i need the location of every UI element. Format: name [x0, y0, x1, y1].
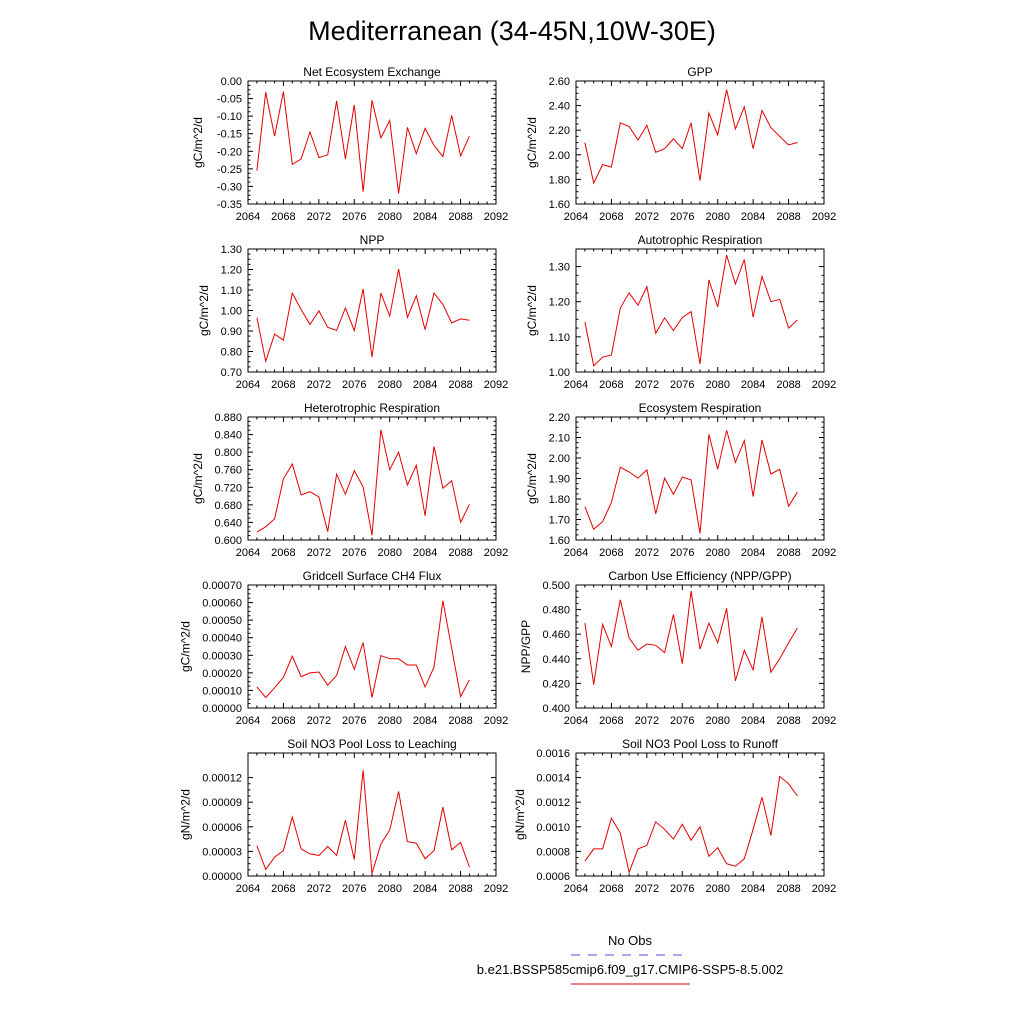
y-tick-label: 0.600 [214, 535, 242, 547]
plot-frame [576, 417, 824, 540]
chart-panel [179, 737, 509, 895]
x-tick-label: 2084 [412, 547, 438, 559]
y-tick-label: 0.460 [542, 629, 570, 642]
chart-panel [513, 737, 836, 895]
x-tick-label: 2068 [271, 883, 296, 895]
legend [477, 933, 783, 984]
x-tick-label: 2068 [599, 379, 624, 391]
chart-panel [191, 65, 508, 223]
x-tick-label: 2092 [811, 211, 837, 223]
chart-panel [525, 233, 836, 391]
x-tick-label: 2072 [306, 547, 332, 559]
chart-title: NPP [359, 233, 385, 247]
y-tick-label: 1.10 [548, 331, 570, 344]
x-tick-label: 2068 [599, 883, 624, 895]
x-tick-label: 2064 [563, 547, 589, 559]
x-tick-label: 2064 [235, 379, 261, 391]
x-tick-label: 2076 [670, 379, 695, 391]
x-tick-label: 2088 [776, 211, 801, 223]
x-tick-label: 2084 [740, 715, 766, 727]
y-tick-label: 0.00030 [202, 650, 242, 663]
x-tick-label: 2064 [235, 547, 261, 559]
y-tick-label: 0.00040 [202, 632, 242, 645]
x-tick-label: 2068 [271, 379, 296, 391]
y-tick-label: 0.80 [220, 346, 242, 359]
legend-obs-label: No Obs [607, 933, 653, 948]
x-tick-label: 2064 [563, 211, 589, 223]
x-tick-label: 2064 [563, 715, 589, 727]
plot-frame [576, 81, 824, 204]
series-line [257, 269, 470, 361]
chart-title: Carbon Use Efficiency (NPP/GPP) [608, 569, 792, 583]
y-tick-label: 0.440 [542, 653, 570, 666]
y-tick-label: -0.10 [216, 111, 242, 124]
y-tick-label: 0.640 [214, 517, 242, 530]
x-tick-label: 2064 [235, 211, 261, 223]
y-tick-label: 1.00 [220, 305, 242, 318]
x-tick-label: 2080 [705, 547, 730, 559]
chart-title: Autotrophic Respiration [637, 233, 763, 247]
x-tick-label: 2092 [811, 715, 837, 727]
x-tick-label: 2072 [634, 211, 660, 223]
x-tick-label: 2084 [740, 211, 766, 223]
y-axis-label: gC/m^2/d [525, 285, 540, 336]
chart-panel [525, 65, 836, 223]
x-tick-label: 2076 [670, 715, 695, 727]
y-tick-label: 2.60 [548, 76, 570, 88]
chart-title: Net Ecosystem Exchange [303, 65, 441, 79]
series-line [585, 776, 798, 872]
y-tick-label: 1.80 [548, 494, 570, 506]
y-tick-label: 0.840 [214, 429, 242, 442]
y-tick-label: 1.60 [548, 199, 570, 211]
x-tick-label: 2080 [705, 211, 730, 223]
y-tick-label: 0.00012 [202, 772, 242, 785]
y-tick-label: 0.480 [542, 604, 570, 617]
series-line [257, 601, 470, 698]
x-tick-label: 2084 [740, 547, 766, 559]
x-tick-label: 2080 [377, 715, 402, 727]
y-axis-label: gC/m^2/d [191, 117, 205, 168]
y-tick-label: 0.00060 [202, 597, 242, 610]
x-tick-label: 2088 [448, 211, 473, 223]
y-axis-label: gC/m^2/d [525, 117, 540, 168]
y-tick-label: 0.420 [542, 678, 570, 691]
y-tick-label: 0.0006 [536, 871, 570, 883]
y-tick-label: 1.20 [548, 296, 570, 309]
x-tick-label: 2068 [599, 547, 624, 559]
y-tick-label: 0.800 [214, 447, 242, 460]
y-tick-label: 0.0014 [536, 772, 570, 785]
y-tick-label: 1.00 [548, 367, 570, 379]
x-tick-label: 2088 [776, 883, 801, 895]
x-tick-label: 2080 [377, 211, 402, 223]
x-tick-label: 2088 [776, 715, 801, 727]
chart-title: Heterotrophic Respiration [303, 401, 441, 415]
y-tick-label: 0.00009 [202, 797, 242, 810]
x-tick-label: 2088 [776, 547, 801, 559]
y-tick-label: 0.00050 [202, 615, 242, 628]
x-tick-label: 2088 [776, 379, 801, 391]
series-line [257, 430, 470, 536]
y-tick-label: 2.20 [548, 125, 570, 138]
x-tick-label: 2080 [377, 883, 402, 895]
x-tick-label: 2084 [412, 379, 438, 391]
y-tick-label: 0.0008 [536, 846, 570, 859]
y-tick-label: 0.70 [220, 367, 242, 379]
series-line [585, 90, 798, 184]
plot-frame [248, 417, 496, 540]
chart-panels [179, 65, 837, 895]
x-tick-label: 2084 [412, 211, 438, 223]
y-tick-label: 0.00070 [202, 580, 242, 592]
chart-panel [179, 569, 509, 727]
y-tick-label: 0.720 [214, 482, 242, 495]
y-tick-label: 0.90 [220, 326, 242, 338]
series-line [585, 255, 798, 366]
x-tick-label: 2092 [811, 379, 837, 391]
y-tick-label: 0.0016 [536, 748, 570, 760]
chart-panel [191, 401, 508, 559]
y-tick-label: 2.10 [548, 432, 570, 445]
x-tick-label: 2088 [448, 715, 473, 727]
y-tick-label: 0.00006 [202, 821, 242, 834]
chart-panel [525, 401, 836, 559]
x-tick-label: 2076 [342, 547, 367, 559]
x-tick-label: 2080 [377, 379, 402, 391]
y-tick-label: 0.00010 [202, 685, 242, 698]
y-tick-label: -0.25 [216, 163, 242, 176]
legend-model-label: b.e21.BSSP585cmip6.f09_g17.CMIP6-SSP5-8.5.002 [476, 962, 784, 977]
x-tick-label: 2084 [740, 883, 766, 895]
series-line [257, 92, 470, 194]
y-tick-label: 1.10 [220, 285, 242, 297]
x-tick-label: 2076 [342, 715, 367, 727]
y-tick-label: 1.60 [548, 535, 570, 547]
y-tick-label: 0.500 [542, 580, 570, 592]
y-tick-label: 0.00020 [202, 667, 242, 680]
y-tick-label: 2.00 [548, 453, 570, 465]
x-tick-label: 2068 [271, 211, 296, 223]
y-axis-label: NPP/GPP [519, 619, 533, 674]
x-tick-label: 2092 [483, 715, 509, 727]
figure-title: Mediterranean (34-45N,10W-30E) [308, 16, 716, 46]
x-tick-label: 2064 [563, 883, 589, 895]
x-tick-label: 2092 [483, 211, 509, 223]
x-tick-label: 2080 [705, 883, 730, 895]
x-tick-label: 2072 [634, 547, 660, 559]
chart-title: Soil NO3 Pool Loss to Leaching [287, 737, 457, 751]
y-tick-label: 0.400 [542, 703, 570, 715]
x-tick-label: 2076 [342, 883, 367, 895]
x-tick-label: 2072 [306, 379, 332, 391]
chart-panel [519, 569, 836, 727]
x-tick-label: 2092 [811, 547, 837, 559]
y-tick-label: -0.15 [216, 128, 242, 141]
x-tick-label: 2076 [670, 883, 695, 895]
y-tick-label: 1.90 [548, 473, 570, 486]
y-tick-label: 1.70 [548, 514, 570, 527]
series-line [257, 770, 470, 873]
x-tick-label: 2080 [377, 547, 402, 559]
y-axis-label: gC/m^2/d [178, 621, 193, 672]
y-tick-label: 1.20 [220, 264, 242, 277]
chart-title: Ecosystem Respiration [638, 401, 762, 415]
y-tick-label: 0.00003 [202, 846, 242, 859]
y-axis-label: gN/m^2/d [178, 789, 193, 840]
x-tick-label: 2068 [599, 715, 624, 727]
x-tick-label: 2080 [705, 715, 730, 727]
plot-frame [248, 81, 496, 204]
plot-frame [576, 753, 824, 876]
chart-title: Gridcell Surface CH4 Flux [302, 569, 442, 583]
y-tick-label: -0.35 [216, 199, 242, 211]
x-tick-label: 2076 [342, 211, 367, 223]
x-tick-label: 2092 [483, 883, 509, 895]
x-tick-label: 2072 [634, 379, 660, 391]
x-tick-label: 2084 [740, 379, 766, 391]
x-tick-label: 2076 [670, 547, 695, 559]
x-tick-label: 2068 [599, 211, 624, 223]
y-axis-label: gC/m^2/d [525, 453, 540, 504]
x-tick-label: 2092 [483, 379, 509, 391]
x-tick-label: 2084 [412, 715, 438, 727]
x-tick-label: 2088 [448, 547, 473, 559]
y-tick-label: 0.00000 [202, 703, 242, 715]
y-tick-label: 2.20 [548, 412, 570, 424]
x-tick-label: 2088 [448, 379, 473, 391]
chart-title: GPP [687, 65, 713, 79]
y-tick-label: 1.30 [548, 261, 570, 274]
x-tick-label: 2080 [705, 379, 730, 391]
y-tick-label: 2.00 [548, 149, 570, 162]
y-tick-label: 0.00 [220, 76, 242, 88]
series-line [585, 591, 798, 685]
x-tick-label: 2072 [306, 715, 332, 727]
x-tick-label: 2072 [634, 883, 660, 895]
x-tick-label: 2064 [563, 379, 589, 391]
x-tick-label: 2076 [342, 379, 367, 391]
x-tick-label: 2084 [412, 883, 438, 895]
y-tick-label: -0.05 [216, 93, 242, 106]
y-tick-label: 0.0012 [536, 797, 570, 810]
y-tick-label: 1.80 [548, 174, 570, 187]
x-tick-label: 2072 [306, 883, 332, 895]
y-tick-label: -0.30 [216, 181, 242, 194]
y-axis-label: gC/m^2/d [191, 453, 205, 504]
x-tick-label: 2068 [271, 715, 296, 727]
y-axis-label: gC/m^2/d [197, 285, 212, 336]
y-tick-label: 0.00000 [202, 871, 242, 883]
x-tick-label: 2064 [235, 883, 261, 895]
y-tick-label: 2.40 [548, 100, 570, 113]
plot-frame [248, 753, 496, 876]
y-tick-label: 0.0010 [536, 821, 570, 834]
x-tick-label: 2088 [448, 883, 473, 895]
chart-title: Soil NO3 Pool Loss to Runoff [622, 737, 778, 751]
series-line [585, 430, 798, 533]
y-tick-label: 1.30 [220, 244, 242, 256]
x-tick-label: 2072 [634, 715, 660, 727]
x-tick-label: 2092 [811, 883, 837, 895]
y-axis-label: gN/m^2/d [512, 789, 527, 840]
plot-frame [576, 249, 824, 372]
y-tick-label: 0.680 [214, 499, 242, 512]
x-tick-label: 2092 [483, 547, 509, 559]
x-tick-label: 2076 [670, 211, 695, 223]
x-tick-label: 2068 [271, 547, 296, 559]
x-tick-label: 2064 [235, 715, 261, 727]
y-tick-label: 0.760 [214, 464, 242, 477]
x-tick-label: 2072 [306, 211, 332, 223]
y-tick-label: 0.880 [214, 412, 242, 424]
chart-panel [197, 233, 508, 391]
y-tick-label: -0.20 [216, 146, 242, 159]
